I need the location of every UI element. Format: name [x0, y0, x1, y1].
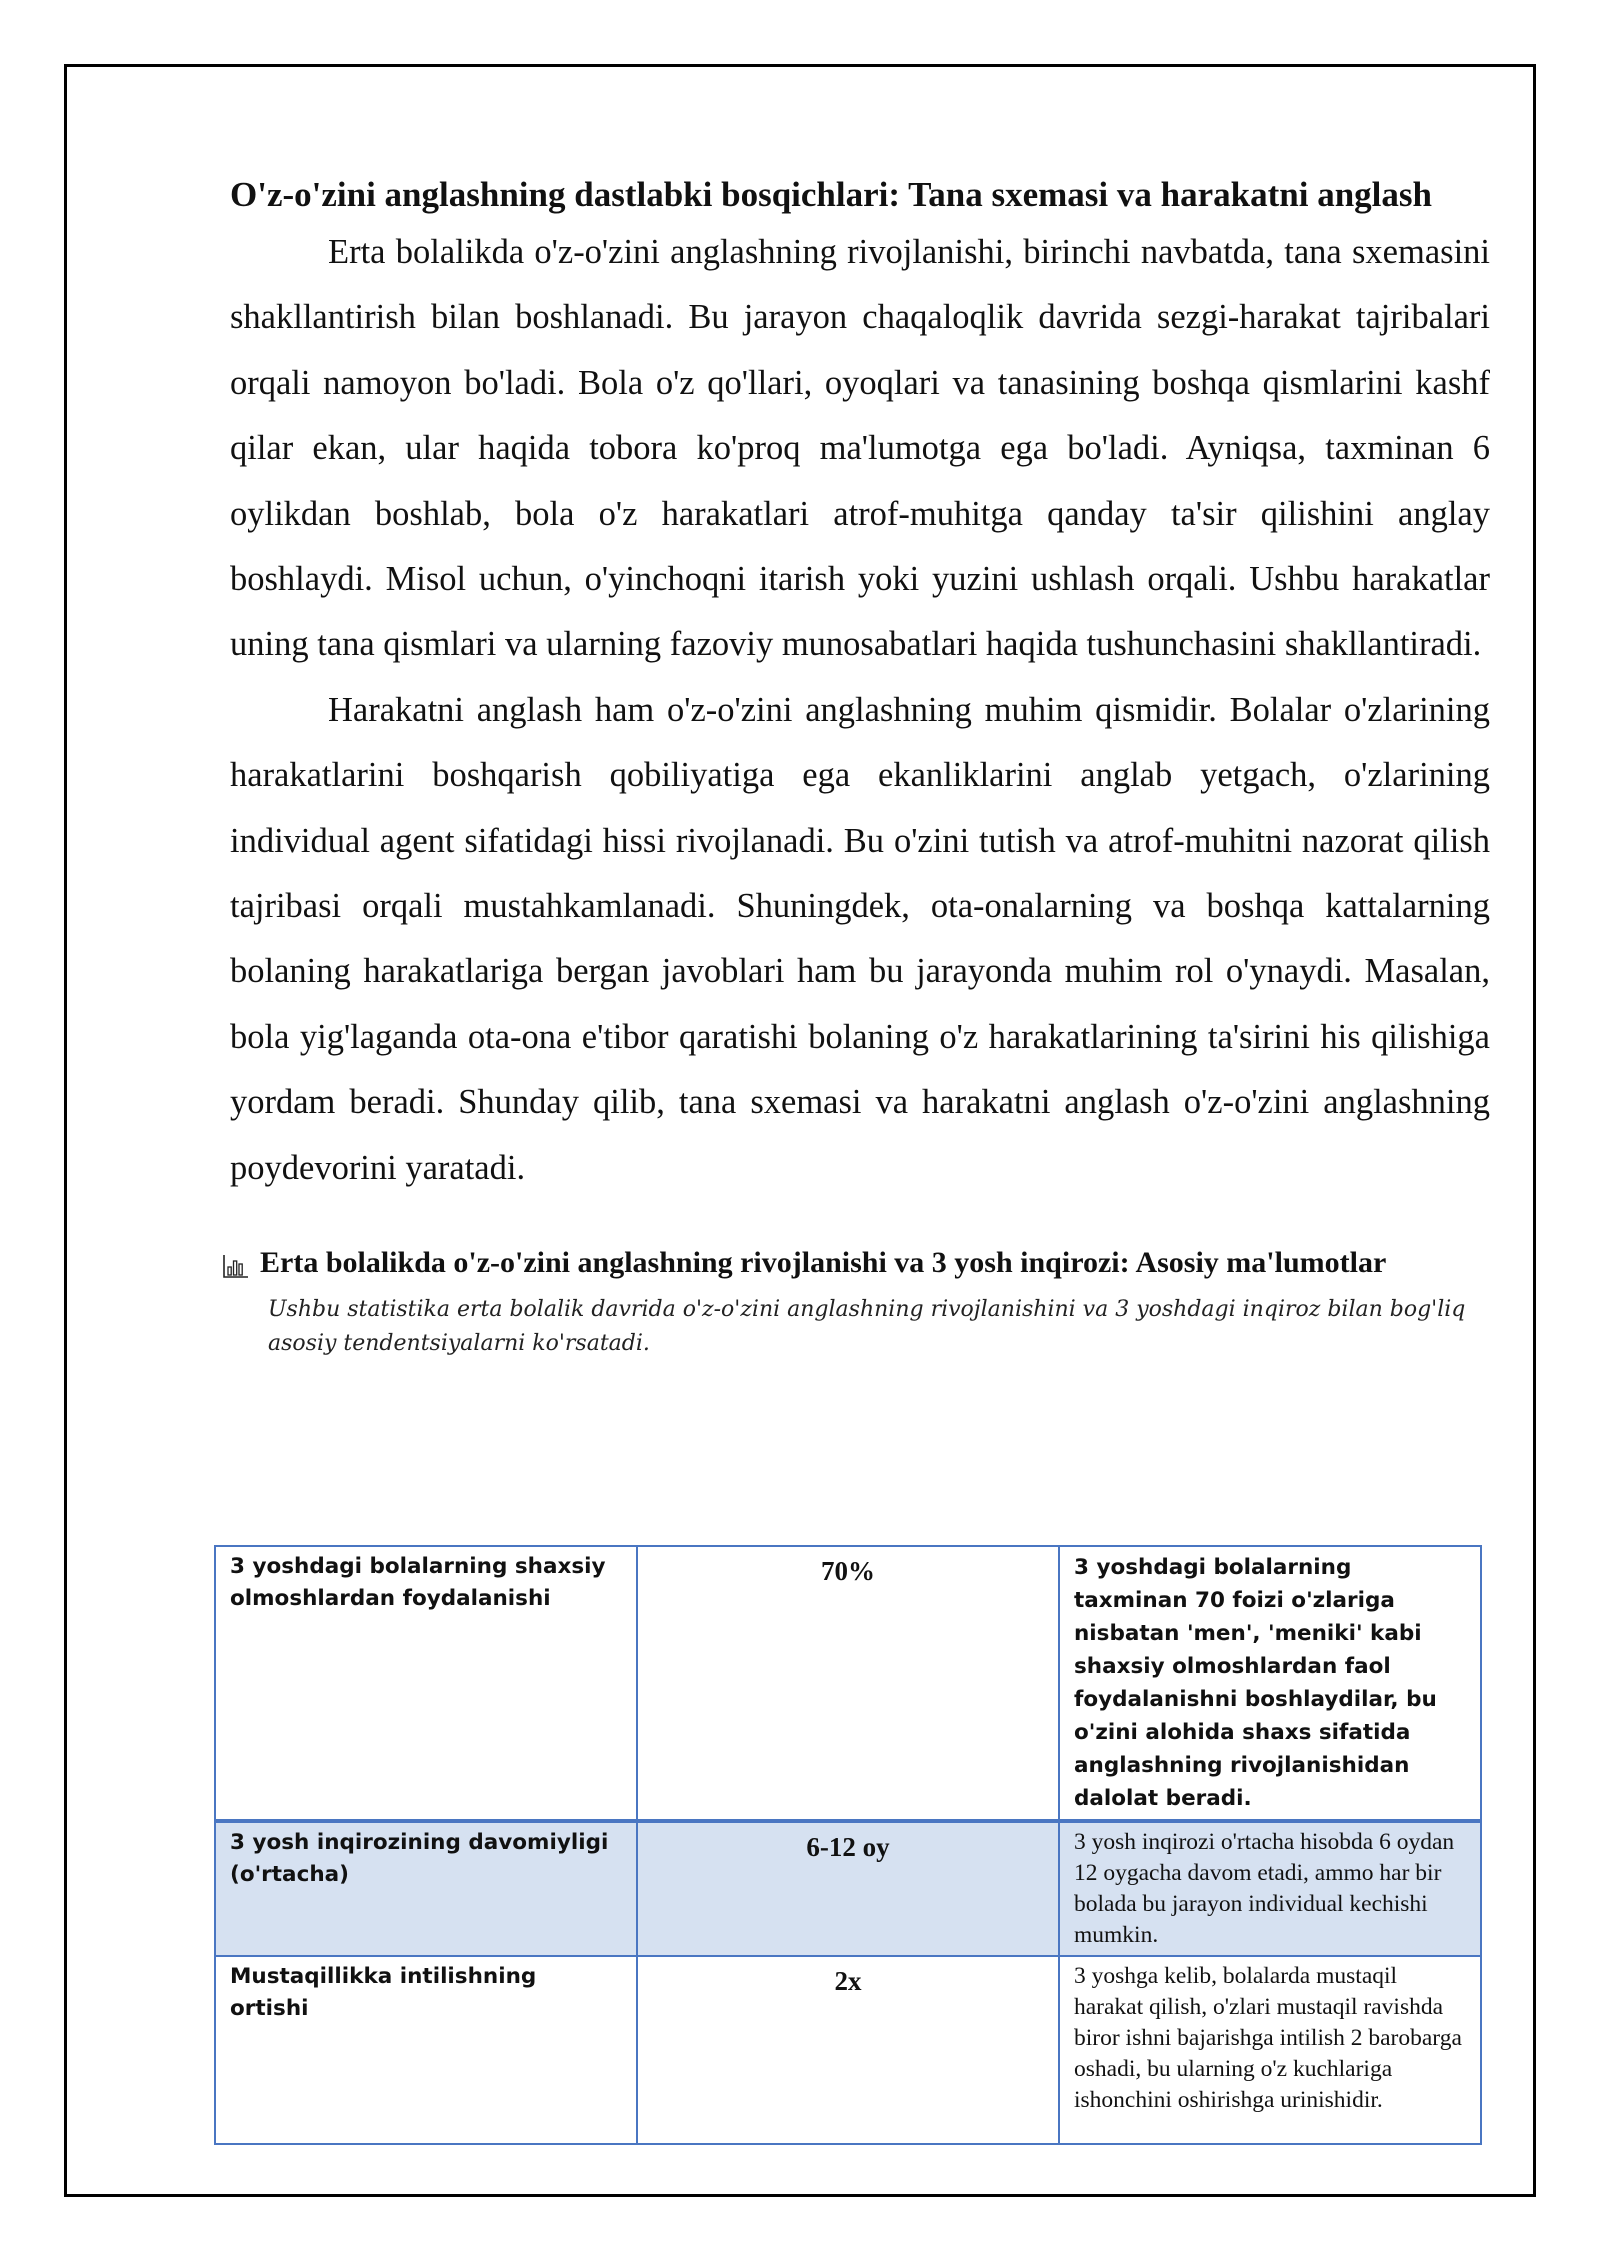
table-row — [215, 1956, 1481, 2144]
stat-label: Mustaqillikka intilishning ortishi — [215, 1956, 637, 2144]
paragraph-1: Erta bolalikda o'z-o'zini anglashning rivojlanishi, birinchi navbatda, tana sxemasini shakllantirish bilan boshlanadi. Bu jarayon chaqaloqlik davrida sezgi-harakat tajribalari orqali namoyon bo'ladi. Bola o'z qo'llari, oyoqlari va tanasining boshqa qismlarini kashf qilar ekan, ular haqida tobora ko'proq ma'lumotga ega bo'ladi. Ayniqsa, taxminan 6 oylikdan boshlab, bola o'z harakatlari atrof-muhitga qanday ta'sir qilishini anglay boshlaydi. Misol uchun, o'yinchoqni itarish yoki yuzini ushlash orqali. Ushbu harakatlar uning tana qismlari va ularning fazoviy munosabatlari haqida tushunchasini shakllantiradi. — [230, 233, 1490, 664]
stat-value: 2x — [637, 1956, 1059, 2144]
bar-chart-icon — [222, 1250, 250, 1276]
stat-label: 3 yosh inqirozining davomiyligi (o'rtacha) — [215, 1821, 637, 1956]
document-body — [230, 170, 1490, 1361]
paragraph-2: Harakatni anglash ham o'z-o'zini anglashning muhim qismidir. Bolalar o'zlarining harakatlarini boshqarish qobiliyatiga ega ekanliklarini anglab yetgach, o'zlarining individual agent sifatidagi hissi rivojlanadi. Bu o'zini tutish va atrof-muhitni nazorat qilish tajribasi orqali mustahkamlanadi. Shuningdek, ota-onalarning va boshqa kattalarning bolaning harakatlariga bergan javoblari ham bu jarayonda muhim rol o'ynaydi. Masalan, bola yig'laganda ota-ona e'tibor qaratishi bolaning o'z harakatlarining ta'sirini his qilishiga yordam beradi. Shunday qilib, tana sxemasi va harakatni anglash o'z-o'zini anglashning poydevorini yaratadi. — [230, 690, 1490, 1187]
stats-table — [214, 1545, 1482, 2145]
stat-note: 3 yoshdagi bolalarning taxminan 70 foizi o'zlariga nisbatan 'men', 'meniki' kabi shaxsiy olmoshlardan faol foydalanishni boshlaydilar, bu o'zini alohida shaxs sifatida anglashning rivojlanishidan dalolat beradi. — [1059, 1546, 1481, 1821]
stat-label: 3 yoshdagi bolalarning shaxsiy olmoshlardan foydalanishi — [215, 1546, 637, 1821]
stat-note: 3 yoshga kelib, bolalarda mustaqil harakat qilish, o'zlari mustaqil ravishda biror ishni bajarishga intilish 2 barobarga oshadi, bu ularning o'z kuchlariga ishonchini oshirishga urinishidir. — [1059, 1956, 1481, 2144]
stat-value: 70% — [637, 1546, 1059, 1821]
stat-value: 6-12 oy — [637, 1821, 1059, 1956]
stats-description: Ushbu statistika erta bolalik davrida o'z-o'zini anglashning rivojlanishini va 3 yoshdagi inqiroz bilan bog'liq asosiy tendentsiyalarni ko'rsatadi. — [268, 1297, 1466, 1357]
stats-heading — [222, 1243, 1490, 1283]
table-row — [215, 1546, 1481, 1821]
table-row — [215, 1821, 1481, 1956]
stat-note: 3 yosh inqirozi o'rtacha hisobda 6 oydan 12 oygacha davom etadi, ammo har bir bolada bu jarayon individual kechishi mumkin. — [1059, 1821, 1481, 1956]
stats-heading-text: Erta bolalikda o'z-o'zini anglashning rivojlanishi va 3 yosh inqirozi: Asosiy ma'lumotlar — [260, 1246, 1387, 1280]
section-title: O'z-o'zini anglashning dastlabki bosqichlari: Tana sxemasi va harakatni anglash — [230, 175, 1432, 214]
